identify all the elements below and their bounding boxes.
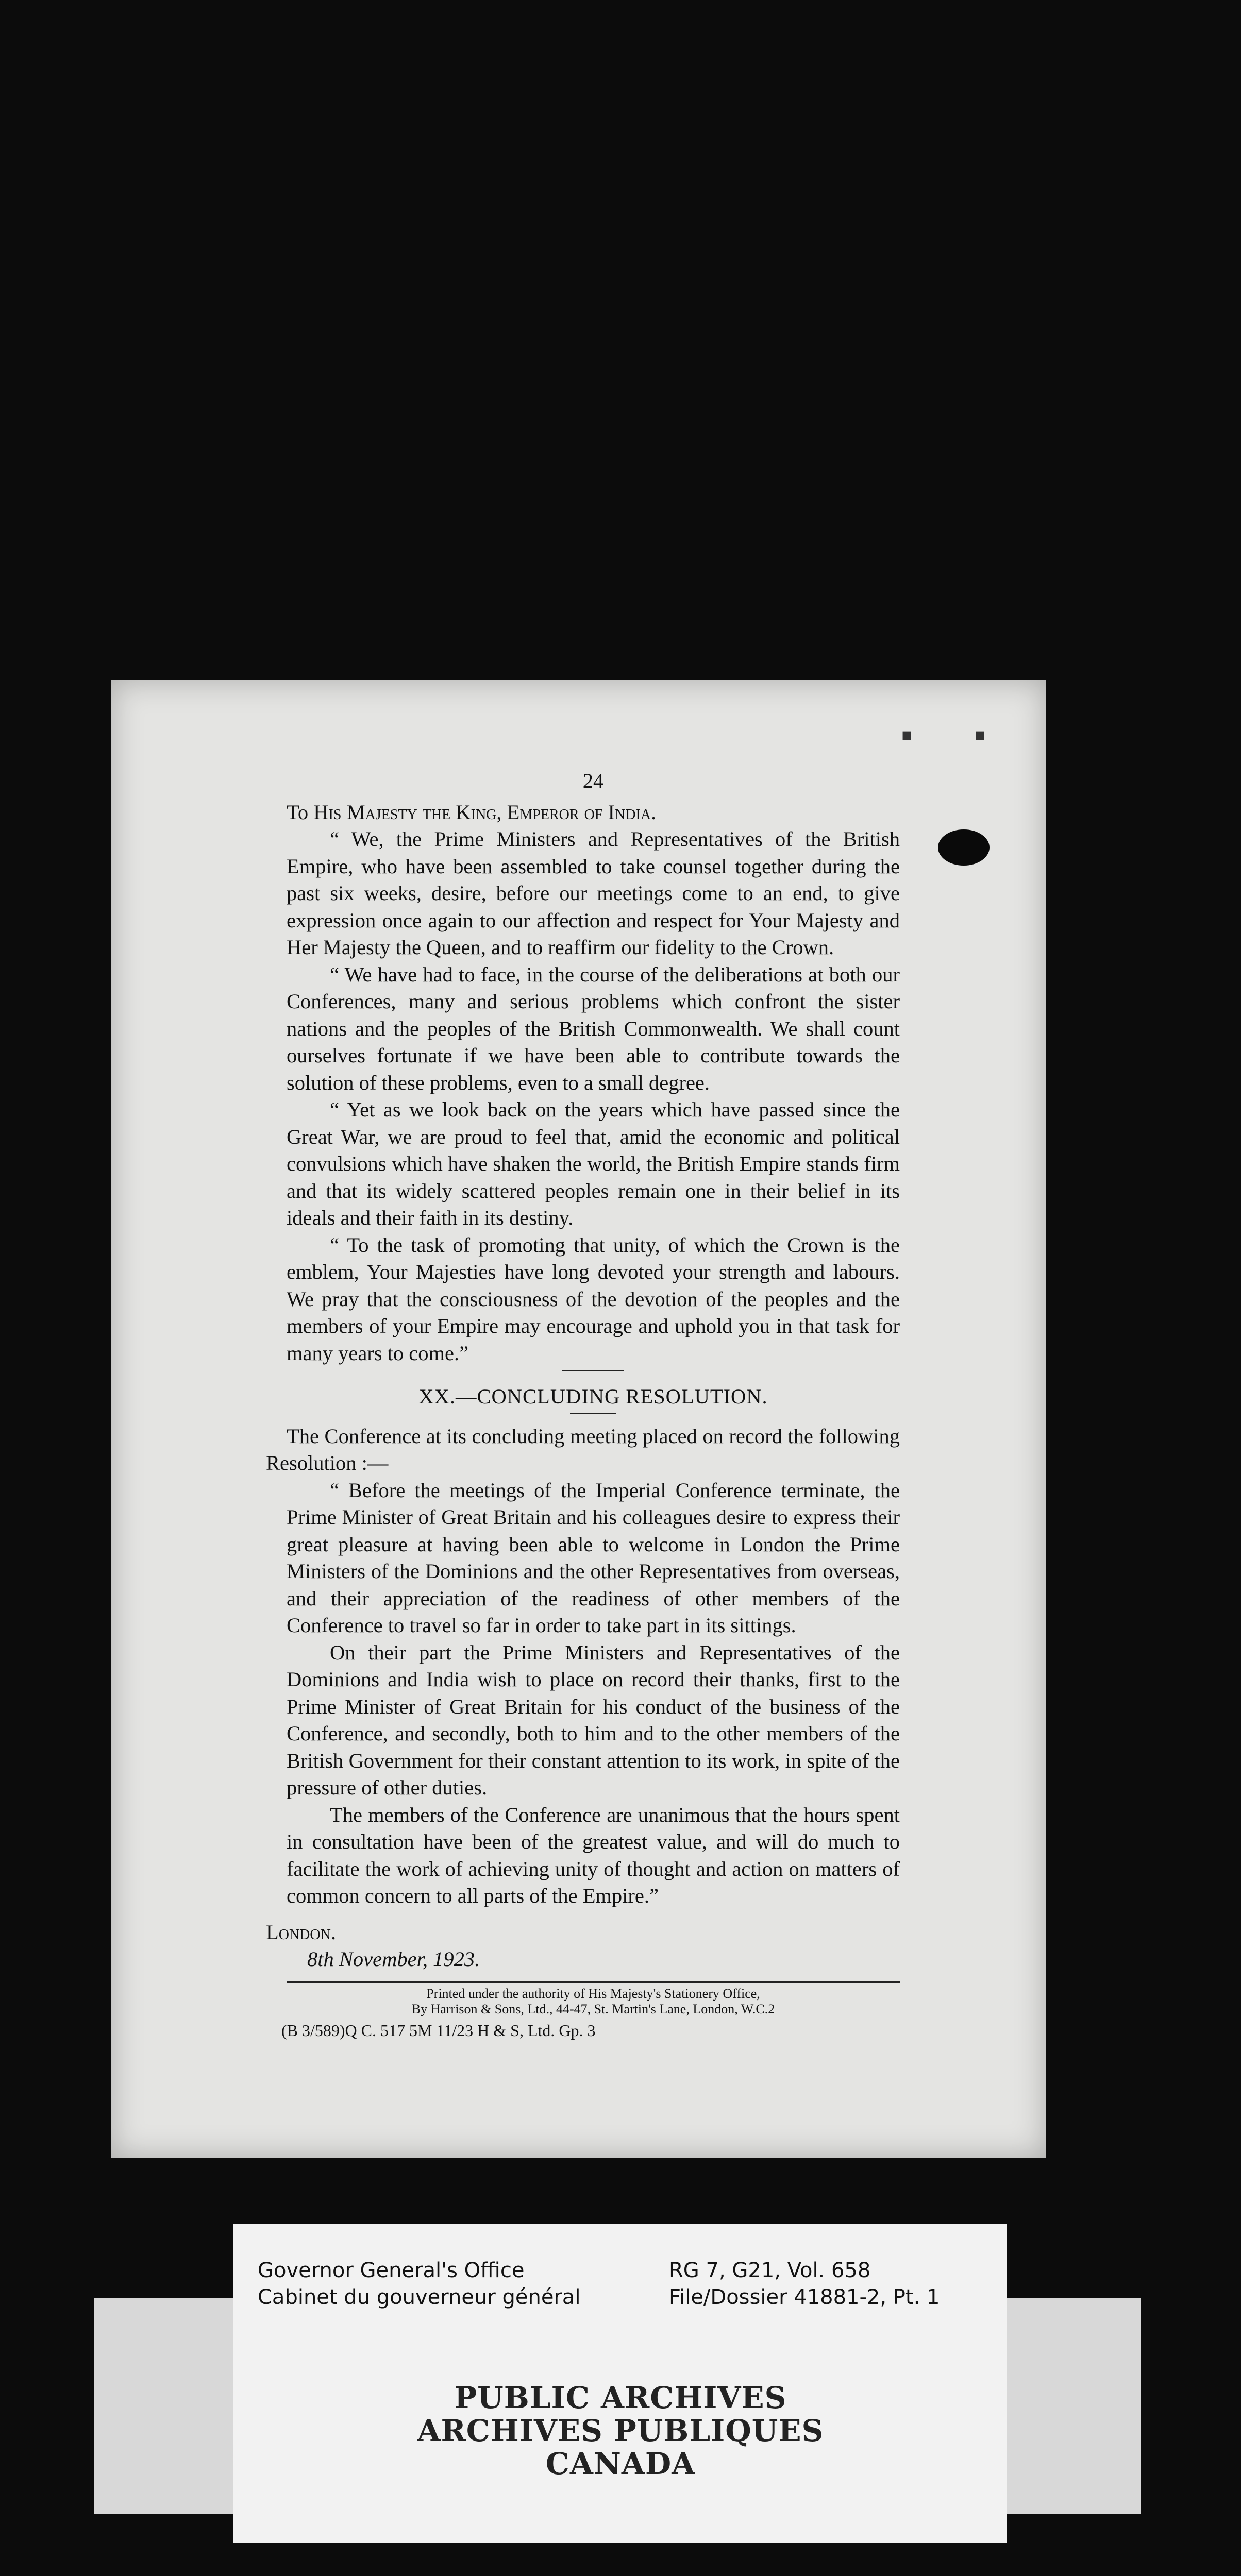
label-office-fr: Cabinet du gouverneur général — [258, 2285, 581, 2309]
label-record-group: RG 7, G21, Vol. 658 — [669, 2259, 871, 2282]
signature-date: 8th November, 1923. — [307, 1947, 480, 1971]
resolution-paragraph: On their part the Prime Ministers and Representatives of the Dominions and India wish to place on record their thanks, first to the Prime Minister of Great Britain for his conduct of the business of the Conference, and secondly, both to him and to the other members of the British Government for their constant attention to its work, in spite of the pressure of other duties. — [287, 1640, 900, 1799]
label-office-en: Governor General's Office — [258, 2259, 525, 2282]
imprint-line-2: By Harrison & Sons, Ltd., 44-47, St. Martin's Lane, London, W.C.2 — [411, 2001, 775, 2016]
imprint-rule — [287, 1981, 900, 1983]
section-divider — [562, 1370, 624, 1371]
text-column — [266, 768, 900, 2041]
heading-underline — [570, 1413, 616, 1414]
resolution-intro: The Conference at its concluding meeting placed on record the following Resolution :— — [266, 1424, 900, 1475]
archive-stamp-line-1: PUBLIC ARCHIVES — [454, 2380, 787, 2415]
imprint-line-1: Printed under the authority of His Majesty's Stationery Office, — [426, 1986, 760, 2001]
resolution-paragraph: “ Before the meetings of the Imperial Conference terminate, the Prime Minister of Great Britain and his colleagues desire to express their great pleasure at having been able to welcome in London the Prime Ministers of the Dominions and the other Representatives from overseas, and their appreciation of the readiness of other members of the Conference to travel so far in order to take part in its sittings. — [287, 1478, 900, 1637]
address-name: His Majesty the King, Emperor of India. — [313, 800, 657, 824]
page-number: 24 — [582, 769, 604, 792]
signature-place: London. — [266, 1920, 336, 1944]
page-corner-marks: ■ ■ — [901, 725, 1014, 745]
punch-hole — [938, 829, 990, 866]
address-line — [287, 799, 900, 826]
print-code: (B 3/589)Q C. 517 5M 11/23 H & S, Ltd. Gp. 3 — [281, 2021, 596, 2040]
address-prefix: To — [287, 800, 309, 824]
address-paragraph: “ We have had to face, in the course of the deliberations at both our Conferences, many and serious problems which confront the sister nations and the peoples of the British Commonwealth. We shall count ourselves fortunate if we have been able to contribute towards the solution of these problems, even to a small degree. — [287, 962, 900, 1094]
address-paragraph: “ To the task of promoting that unity, of which the Crown is the emblem, Your Majesties have long devoted your strength and labours. We pray that the consciousness of the devotion of the peoples and the members of your Empire may encourage and uphold you in that task for many years to come.” — [287, 1233, 900, 1365]
address-paragraph: “ We, the Prime Ministers and Representatives of the British Empire, who have been assembled to take counsel together during the past six weeks, desire, before our meetings come to an end, to give expression once again to our affection and respect for Your Majesty and Her Majesty the Queen, and to reaffirm our fidelity to the Crown. — [287, 827, 900, 959]
section-heading: XX.—CONCLUDING RESOLUTION. — [418, 1385, 768, 1408]
archive-stamp-line-2: ARCHIVES PUBLIQUES — [417, 2413, 824, 2448]
archive-stamp-line-3: CANADA — [545, 2446, 696, 2481]
address-paragraph: “ Yet as we look back on the years which have passed since the Great War, we are proud to feel that, amid the economic and political convulsions which have shaken the world, the British Empire stands firm and that its widely scattered peoples remain one in their belief in its ideals and their faith in its destiny. — [287, 1098, 900, 1229]
resolution-paragraph: The members of the Conference are unanimous that the hours spent in consultation have been of the greatest value, and will do much to facilitate the work of achieving unity of thought and action on matters of common concern to all parts of the Empire.” — [287, 1803, 900, 1907]
label-file-number: File/Dossier 41881-2, Pt. 1 — [669, 2285, 940, 2309]
document-page — [111, 680, 1046, 2158]
